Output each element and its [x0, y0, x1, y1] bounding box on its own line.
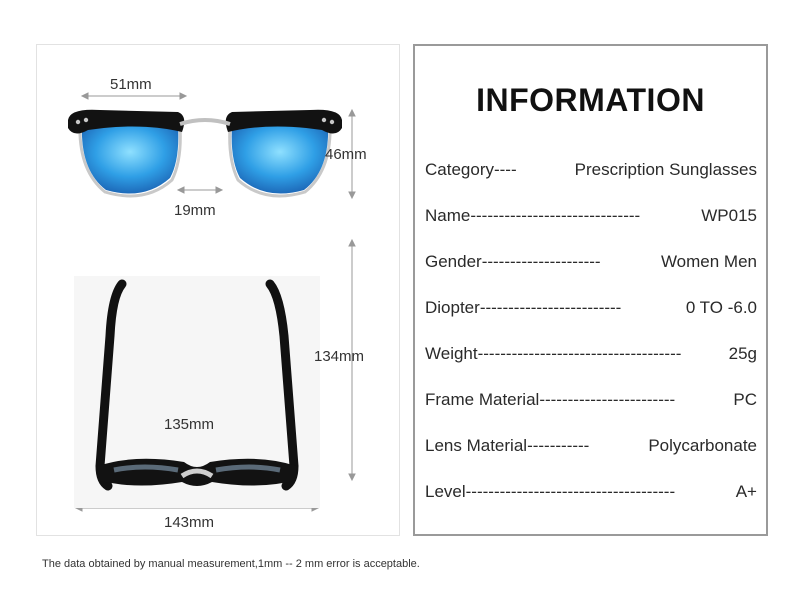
spec-label: Frame Material — [425, 390, 540, 409]
spec-row-lens-material — [425, 436, 757, 460]
spec-value: Prescription Sunglasses — [574, 160, 757, 179]
lens-width-label: 51mm — [110, 76, 152, 93]
spec-value: Polycarbonate — [648, 436, 757, 455]
spec-value: PC — [733, 390, 757, 409]
spec-dashes: ------------------------------------- — [465, 482, 676, 501]
spec-dashes: --------------------- — [481, 252, 601, 271]
spec-label: Category — [425, 160, 494, 179]
total-width-label: 143mm — [164, 514, 215, 531]
spec-label: Gender — [425, 252, 482, 271]
spec-row-name — [425, 206, 757, 230]
spec-row-diopter — [425, 298, 757, 322]
spec-label: Level — [425, 482, 466, 501]
spec-row-weight — [425, 344, 757, 368]
information-panel — [413, 44, 768, 536]
frame-width-label: 135mm — [164, 416, 215, 433]
spec-dashes: ------------------------------------ — [477, 344, 682, 363]
spec-value: A+ — [735, 482, 757, 501]
information-title: INFORMATION — [476, 82, 705, 118]
spec-value: WP015 — [701, 206, 757, 225]
left-temple — [100, 284, 122, 486]
spec-dashes: ------------------------ — [539, 390, 676, 409]
spec-dashes: ------------------------------ — [470, 206, 641, 225]
spec-row-gender — [425, 252, 757, 276]
spec-label: Weight — [425, 344, 478, 363]
spec-row-category — [425, 160, 757, 184]
spec-dashes: ----------- — [527, 436, 590, 455]
spec-value: Women Men — [660, 252, 757, 271]
temple-length-label: 134mm — [314, 348, 365, 365]
spec-label: Name — [425, 206, 471, 225]
spec-dashes: ---- — [493, 160, 517, 179]
spec-label: Lens Material — [425, 436, 528, 455]
spec-row-frame-material — [425, 390, 757, 414]
measurement-footnote: The data obtained by manual measurement,1mm -- 2 mm error is acceptable. — [42, 558, 420, 570]
lens-height-label: 46mm — [325, 146, 367, 163]
spec-label: Diopter — [425, 298, 480, 317]
spec-value: 25g — [728, 344, 757, 363]
spec-dashes: ------------------------- — [479, 298, 622, 317]
right-temple — [270, 284, 294, 486]
spec-row-level — [425, 482, 757, 506]
glasses-top-view — [74, 276, 320, 508]
spec-value: 0 TO -6.0 — [685, 298, 757, 317]
bridge-width-label: 19mm — [174, 202, 216, 219]
